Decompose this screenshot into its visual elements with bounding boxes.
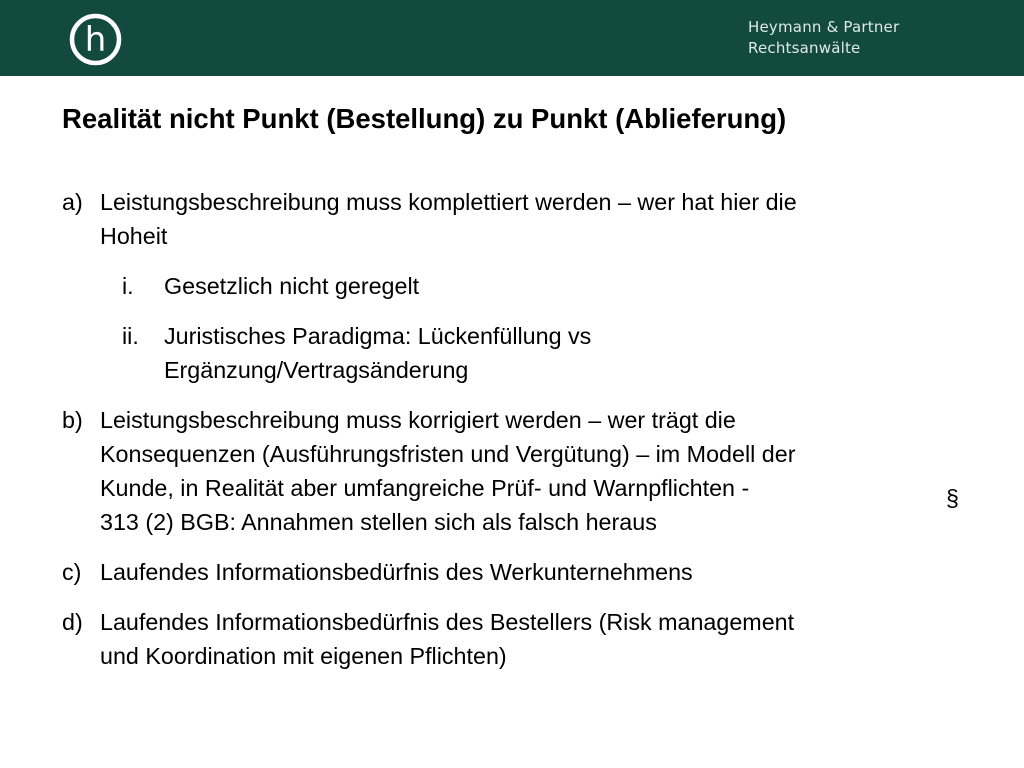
sub-list-item-text: Ergänzung/Vertragsänderung [164, 357, 469, 383]
list-marker: d) [62, 609, 83, 635]
sub-list-item-text: Juristisches Paradigma: Lückenfüllung vs [164, 323, 592, 349]
firm-name-line1: Heymann & Partner [748, 18, 900, 36]
firm-name [748, 17, 899, 59]
firm-name-line2: Rechtsanwälte [748, 39, 861, 57]
list-item-c [62, 555, 972, 589]
list-marker: c) [62, 559, 82, 585]
list-item-text: Leistungsbeschreibung muss korrigiert werden – wer trägt die [100, 407, 736, 433]
list-item-text: Laufendes Informationsbedürfnis des Bestellers (Risk management [100, 609, 795, 635]
list-item-text: Konsequenzen (Ausführungsfristen und Vergütung) – im Modell der [100, 441, 796, 467]
list-marker: a) [62, 189, 83, 215]
sub-list-item-text: Gesetzlich nicht geregelt [164, 273, 420, 299]
list-item-b [62, 403, 972, 539]
logo-letter: h [84, 20, 107, 60]
slide-content [62, 185, 972, 689]
slide-title: Realität nicht Punkt (Bestellung) zu Punkt (Ablieferung) [62, 103, 787, 134]
sub-list-marker: ii. [122, 323, 139, 349]
list-item-text: Hoheit [100, 223, 168, 249]
list-marker: b) [62, 407, 83, 433]
list-item-a [62, 185, 972, 253]
list-item-d [62, 605, 972, 673]
list-item-text: Laufendes Informationsbedürfnis des Werkunternehmens [100, 559, 693, 585]
sub-list-item-i [62, 269, 972, 303]
list-item-text: Leistungsbeschreibung muss komplettiert werden – wer hat hier die [100, 189, 797, 215]
list-item-text: und Koordination mit eigenen Pflichten) [100, 643, 507, 669]
firm-logo-icon [68, 12, 123, 67]
list-item-text: Kunde, in Realität aber umfangreiche Prüf- und Warnpflichten - [100, 475, 750, 501]
paragraph-symbol: § [946, 485, 959, 511]
list-item-text: 313 (2) BGB: Annahmen stellen sich als falsch heraus [100, 509, 657, 535]
sub-list-marker: i. [122, 273, 134, 299]
sub-list-item-ii [62, 319, 972, 387]
header-bar [0, 0, 1024, 76]
